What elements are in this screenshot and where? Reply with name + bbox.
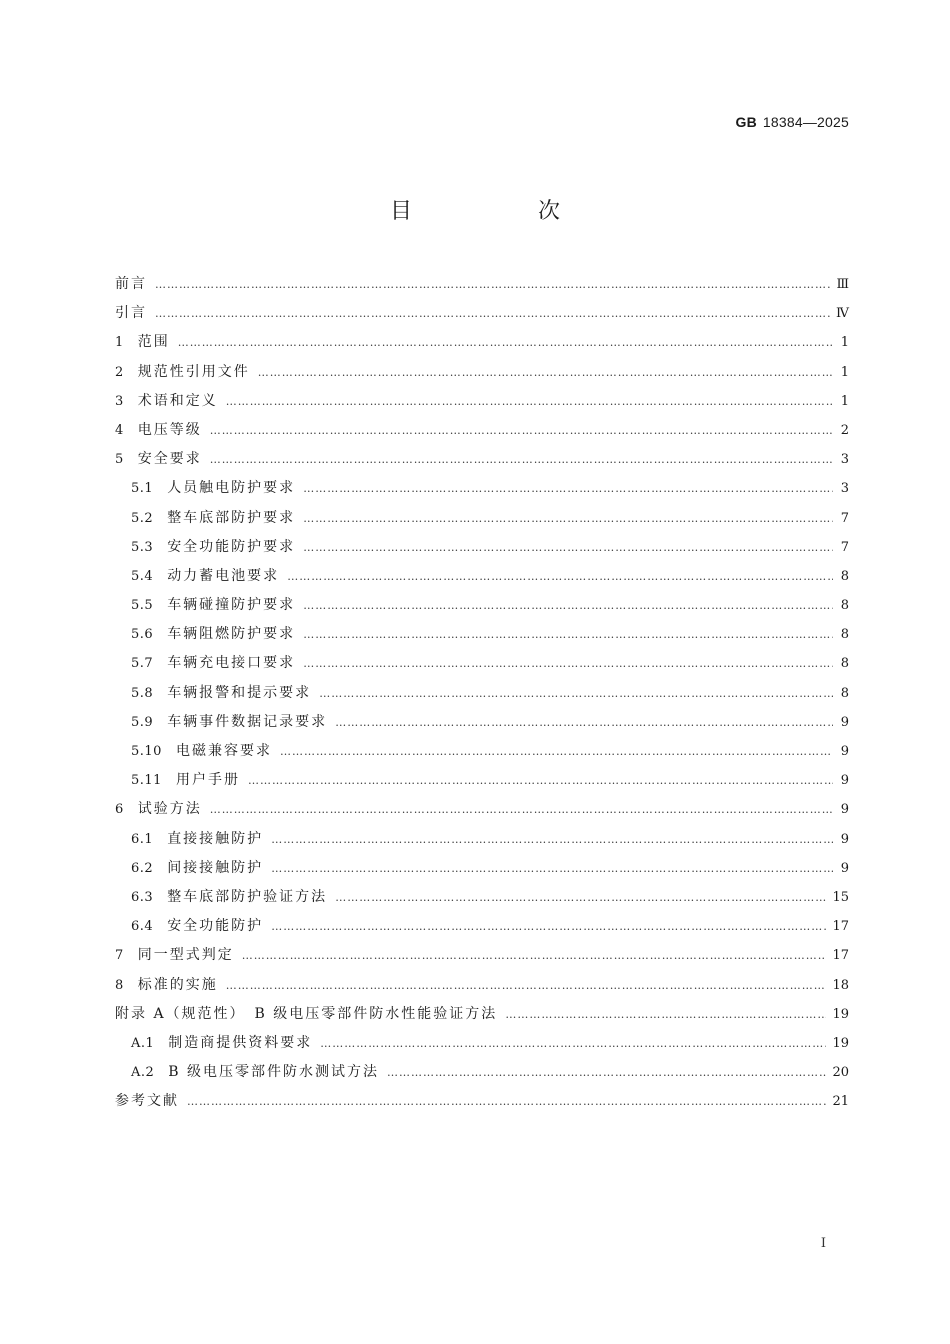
toc-entry-page: 9 — [840, 860, 849, 876]
toc-entry-page: 1 — [840, 335, 849, 351]
toc-leader-dots — [303, 474, 833, 503]
toc-entry-number: 5.11 — [131, 773, 162, 789]
toc-entry-number: 8 — [115, 977, 124, 993]
toc-entry-page: 1 — [840, 364, 849, 380]
toc-entry[interactable] — [115, 1058, 849, 1087]
document-code-prefix: GB — [735, 114, 757, 130]
toc-entry-number: 5.2 — [131, 510, 154, 526]
toc-leader-dots — [335, 883, 826, 912]
toc-entry-label: 同一型式判定 — [137, 947, 234, 964]
toc-entry[interactable] — [115, 533, 849, 562]
toc-entry-number: 3 — [115, 393, 124, 409]
toc-leader-dots — [320, 1029, 826, 1058]
toc-entry[interactable] — [115, 1000, 849, 1029]
toc-leader-dots — [387, 1058, 826, 1087]
toc-entry-label: 制造商提供资料要求 — [168, 1034, 313, 1051]
toc-leader-dots — [303, 649, 833, 678]
toc-leader-dots — [271, 912, 826, 941]
toc-entry-page: 3 — [840, 452, 849, 468]
toc-entry-number: 5 — [115, 452, 124, 468]
toc-leader-dots — [226, 971, 827, 1000]
toc-entry-label: 动力蓄电池要求 — [167, 567, 280, 584]
toc-entry-number: 5.3 — [131, 539, 154, 555]
toc-entry-number: 5.7 — [131, 656, 154, 672]
toc-entry-page: 3 — [840, 481, 849, 497]
toc-entry-page: 8 — [840, 656, 849, 672]
toc-leader-dots — [248, 766, 833, 795]
toc-entry[interactable] — [115, 504, 849, 533]
toc-leader-dots — [226, 387, 833, 416]
toc-entry[interactable] — [115, 883, 849, 912]
toc-entry[interactable] — [115, 416, 849, 445]
toc-entry[interactable] — [115, 1087, 849, 1116]
toc-entry[interactable] — [115, 941, 849, 970]
toc-entry-number: 5.5 — [131, 598, 154, 614]
toc-leader-dots — [303, 504, 833, 533]
toc-leader-dots — [287, 562, 833, 591]
toc-entry-number: 6.2 — [131, 860, 154, 876]
toc-entry-label: 整车底部防护要求 — [167, 509, 296, 526]
toc-title: 目 次 — [389, 199, 612, 224]
toc-entry-page: 17 — [832, 948, 849, 964]
toc-entry-label: 电磁兼容要求 — [175, 743, 272, 759]
toc-entry[interactable] — [115, 358, 849, 387]
toc-leader-dots — [280, 737, 833, 766]
toc-entry[interactable] — [115, 445, 849, 474]
toc-entry-page: 18 — [832, 977, 849, 993]
toc-entry-label: 安全功能防护 — [167, 918, 264, 935]
toc-entry[interactable] — [115, 825, 849, 854]
toc-entry-label: 车辆报警和提示要求 — [167, 684, 312, 701]
table-of-contents — [115, 270, 849, 1116]
toc-entry-label: 直接接触防护 — [167, 830, 264, 847]
toc-entry-number: 5.10 — [131, 744, 162, 759]
toc-entry-page: 8 — [840, 685, 849, 701]
toc-entry[interactable] — [115, 562, 849, 591]
toc-leader-dots — [258, 358, 833, 387]
toc-entry[interactable] — [115, 1029, 849, 1058]
toc-entry-number: 6.4 — [131, 919, 154, 935]
toc-entry-label: 前言 — [115, 276, 147, 292]
toc-entry[interactable] — [115, 620, 849, 649]
toc-entry-number: 5.6 — [131, 627, 154, 643]
toc-entry-number: 1 — [115, 335, 124, 351]
toc-entry[interactable] — [115, 912, 849, 941]
toc-leader-dots — [319, 679, 833, 708]
toc-leader-dots — [271, 825, 833, 854]
toc-entry-page: 21 — [832, 1094, 849, 1110]
toc-entry[interactable] — [115, 971, 849, 1000]
toc-entry[interactable] — [115, 708, 849, 737]
toc-entry-label: 安全功能防护要求 — [167, 538, 296, 555]
toc-leader-dots — [155, 299, 830, 328]
toc-entry-label: 标准的实施 — [137, 976, 218, 993]
toc-entry-label: 引言 — [115, 305, 147, 322]
document-code-number: 18384—2025 — [762, 114, 849, 130]
toc-entry-number: A.1 — [131, 1035, 155, 1051]
toc-entry-label: 规范性引用文件 — [137, 363, 250, 380]
toc-entry[interactable] — [115, 299, 849, 328]
toc-entry-page: 9 — [840, 744, 849, 759]
toc-entry-page: 8 — [840, 627, 849, 643]
toc-entry-page: 2 — [840, 422, 849, 438]
toc-leader-dots — [187, 1087, 826, 1116]
toc-entry-page: 1 — [840, 393, 849, 409]
toc-leader-dots — [303, 533, 833, 562]
toc-entry-label: 范围 — [137, 334, 170, 351]
toc-entry-page: 7 — [840, 510, 849, 526]
toc-entry-page: 17 — [832, 919, 849, 935]
toc-leader-dots — [210, 416, 833, 445]
toc-leader-dots — [155, 270, 830, 299]
toc-entry-page: 9 — [840, 802, 849, 818]
toc-entry-page: 20 — [832, 1065, 849, 1081]
toc-entry[interactable] — [115, 795, 849, 824]
toc-entry-number: 6.3 — [131, 889, 154, 905]
toc-entry-label: 术语和定义 — [137, 392, 218, 409]
toc-entry-number: 4 — [115, 422, 124, 438]
toc-entry[interactable] — [115, 737, 849, 766]
toc-entry-label: 间接接触防护 — [167, 859, 264, 876]
toc-entry[interactable] — [115, 474, 849, 503]
toc-entry[interactable] — [115, 270, 849, 299]
toc-entry-label: 车辆事件数据记录要求 — [167, 713, 328, 730]
toc-entry-page: Ⅲ — [836, 277, 849, 292]
toc-entry[interactable] — [115, 591, 849, 620]
toc-leader-dots — [178, 328, 833, 357]
toc-entry-label: 试验方法 — [137, 801, 202, 818]
toc-leader-dots — [335, 708, 833, 737]
toc-entry[interactable] — [115, 649, 849, 678]
toc-entry-page: 9 — [840, 831, 849, 847]
toc-entry-number: 6.1 — [131, 831, 154, 847]
toc-entry-page: 9 — [840, 773, 849, 789]
toc-entry-number: 6 — [115, 802, 124, 818]
toc-entry-page: Ⅳ — [836, 306, 849, 322]
toc-entry-number: 5.8 — [131, 685, 154, 701]
toc-entry[interactable] — [115, 679, 849, 708]
toc-entry-label: 用户手册 — [175, 772, 240, 789]
toc-entry-page: 8 — [840, 568, 849, 584]
toc-leader-dots — [271, 854, 833, 883]
toc-leader-dots — [505, 1000, 826, 1029]
toc-entry-label: 整车底部防护验证方法 — [167, 888, 328, 905]
page-number: Ⅰ — [820, 1236, 826, 1251]
toc-leader-dots — [303, 591, 833, 620]
toc-entry-page: 15 — [832, 889, 849, 905]
toc-entry-page: 19 — [832, 1006, 849, 1022]
toc-entry-label: 附录 A（规范性） B 级电压零部件防水性能验证方法 — [115, 1005, 498, 1022]
toc-entry-number: 5.1 — [131, 481, 154, 497]
toc-entry-page: 7 — [840, 539, 849, 555]
toc-entry[interactable] — [115, 854, 849, 883]
toc-entry-label: 参考文献 — [115, 1093, 179, 1110]
toc-entry-label: 车辆碰撞防护要求 — [167, 597, 296, 614]
toc-entry-number: 2 — [115, 364, 124, 380]
toc-entry-label: 人员触电防护要求 — [167, 480, 296, 497]
toc-entry-page: 8 — [840, 598, 849, 614]
toc-leader-dots — [242, 941, 827, 970]
toc-entry-number: A.2 — [131, 1065, 155, 1081]
toc-entry[interactable] — [115, 766, 849, 795]
toc-entry-label: 电压等级 — [137, 421, 202, 438]
toc-leader-dots — [210, 445, 833, 474]
toc-entry-label: 车辆充电接口要求 — [167, 655, 296, 672]
toc-entry[interactable] — [115, 328, 849, 357]
toc-entry-number: 5.4 — [131, 568, 154, 584]
toc-entry-page: 19 — [832, 1035, 849, 1051]
toc-entry[interactable] — [115, 387, 849, 416]
toc-entry-number: 5.9 — [131, 714, 154, 730]
toc-leader-dots — [303, 620, 833, 649]
toc-entry-page: 9 — [840, 714, 849, 730]
toc-leader-dots — [210, 795, 833, 824]
document-code — [736, 114, 849, 130]
toc-entry-label: B 级电压零部件防水测试方法 — [168, 1064, 380, 1081]
toc-entry-label: 车辆阻燃防护要求 — [167, 626, 296, 643]
toc-entry-number: 7 — [115, 948, 124, 964]
toc-entry-label: 安全要求 — [137, 451, 202, 468]
